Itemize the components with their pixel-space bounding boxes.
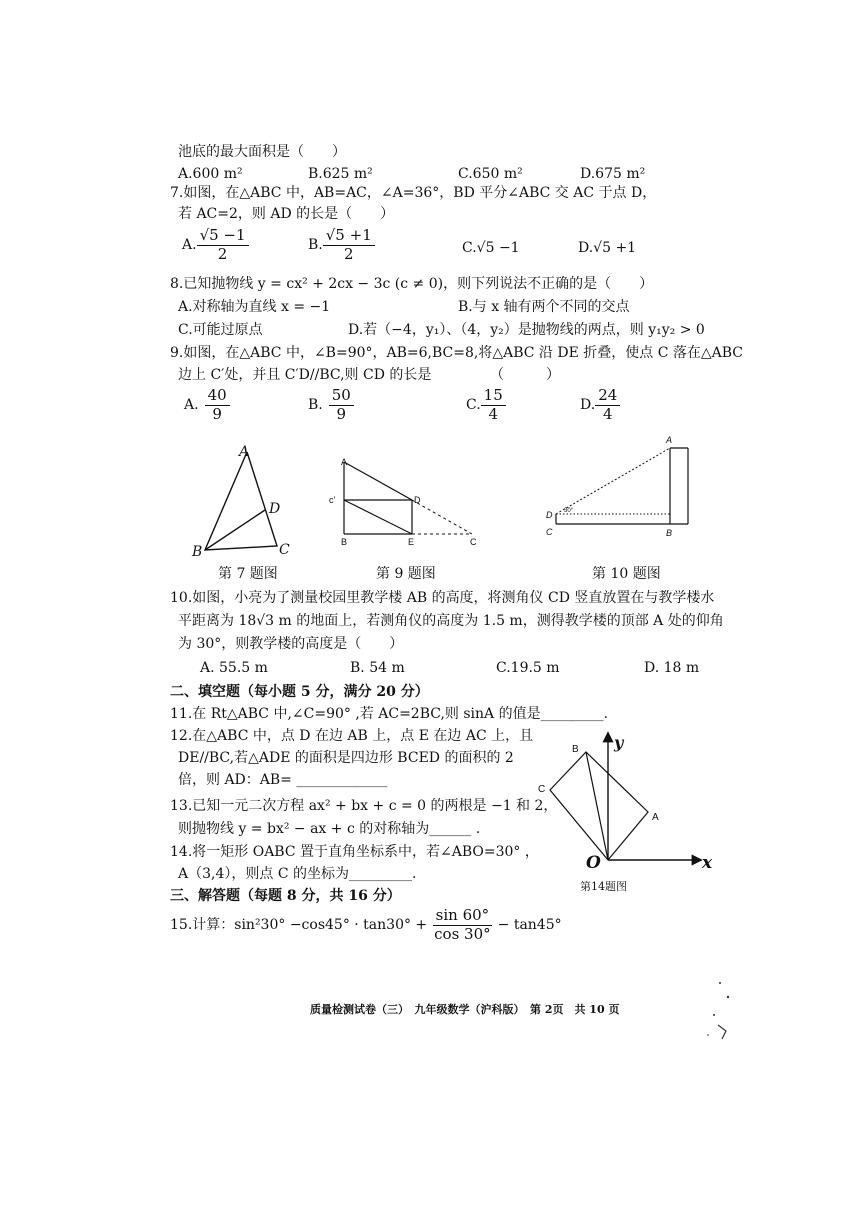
fig14-diagonal-ob bbox=[586, 752, 608, 860]
section-3-heading: 三、解答题（每题 8 分，共 16 分） bbox=[170, 888, 401, 904]
q15 bbox=[170, 908, 562, 943]
q9-option-b-numerator: 50 bbox=[329, 388, 354, 406]
q15-denominator: cos 30° bbox=[434, 924, 491, 943]
fig9-dashed-dc bbox=[412, 500, 472, 534]
q9-option-b-fraction bbox=[329, 388, 354, 423]
q9-option-c-numerator: 15 bbox=[481, 388, 506, 406]
q14-line2: A（3,4），则点 C 的坐标为_________. bbox=[178, 866, 417, 882]
fig9-label-e: E bbox=[408, 537, 415, 547]
fig14-label-a: A bbox=[652, 812, 659, 823]
q6-tail: 池底的最大面积是（ ） bbox=[178, 144, 346, 160]
q8-option-a: A.对称轴为直线 x = −1 bbox=[178, 299, 331, 315]
q9-option-d bbox=[580, 388, 620, 423]
fig9-label-a: A bbox=[341, 457, 348, 467]
figure-7 bbox=[185, 440, 305, 565]
q10-line3: 为 30°，则教学楼的高度是（ ） bbox=[178, 636, 404, 652]
q6-option-a: A.600 m² bbox=[178, 166, 243, 182]
q8-line1: 8.已知抛物线 y = cx² + 2cx − 3c (c ≠ 0)，则下列说法不正确的是（ ） bbox=[170, 276, 654, 292]
fig7-triangle bbox=[205, 452, 277, 550]
q7-line2: 若 AC=2，则 AD 的长是（ ） bbox=[178, 206, 395, 222]
fig14-rectangle-oabc bbox=[550, 752, 648, 860]
fig9-caption: 第 9 题图 bbox=[376, 566, 436, 582]
fig14-label-b: B bbox=[572, 744, 579, 755]
q15-fraction bbox=[431, 908, 493, 943]
fig9-label-d: D bbox=[414, 495, 421, 505]
q7-option-a bbox=[182, 228, 249, 263]
fig9-label-b: B bbox=[341, 537, 348, 547]
fig7-label-d: D bbox=[269, 501, 281, 517]
q8-option-d: D.若（−4，y₁）、（4，y₂）是抛物线的两点，则 y₁y₂ > 0 bbox=[348, 322, 705, 338]
fig9-label-c: C bbox=[470, 537, 477, 547]
fig10-label-c: C bbox=[546, 527, 553, 537]
q10-option-c: C.19.5 m bbox=[496, 660, 560, 676]
q11: 11.在 Rt△ABC 中,∠C=90° ,若 AC=2BC,则 sinA 的值是_________. bbox=[170, 706, 609, 722]
q6-option-d: D.675 m² bbox=[580, 166, 646, 182]
q9-option-c bbox=[466, 388, 506, 423]
q7-option-d: D.√5 +1 bbox=[578, 240, 637, 256]
fig10-caption: 第 10 题图 bbox=[592, 566, 661, 582]
q9-option-d-denominator: 4 bbox=[602, 404, 613, 423]
fig14-label-o: O bbox=[586, 853, 601, 873]
fig7-label-a: A bbox=[239, 444, 250, 460]
q15-numerator: sin 60° bbox=[433, 908, 493, 926]
figure-9 bbox=[328, 452, 488, 552]
fig7-caption: 第 7 题图 bbox=[218, 566, 278, 582]
fig9-label-c-prime: c' bbox=[329, 495, 336, 505]
q6-option-b: B.625 m² bbox=[308, 166, 373, 182]
fig10-angle-label: 30° bbox=[564, 508, 574, 514]
q10-option-b: B. 54 m bbox=[350, 660, 405, 676]
fig10-line-of-sight bbox=[556, 448, 670, 514]
q10-line2: 平距离为 18√3 m 的地面上，若测角仪的高度为 1.5 m，测得教学楼的顶部 A 处的仰角 bbox=[178, 613, 724, 629]
page-footer: 质量检测试卷（三） 九年级数学（沪科版） 第 2页 共 10 页 bbox=[310, 1003, 620, 1016]
q7-option-b-prefix: B. bbox=[308, 236, 323, 253]
q12-line1: 12.在△ABC 中，点 D 在边 AB 上，点 E 在边 AC 上，且 bbox=[170, 728, 534, 744]
q6-option-c: C.650 m² bbox=[458, 166, 523, 182]
q7-option-b-fraction bbox=[323, 228, 375, 263]
q9-option-a bbox=[184, 388, 230, 423]
fig7-label-b: B bbox=[192, 544, 203, 560]
fig14-label-y: y bbox=[614, 733, 624, 752]
q7-option-a-numerator: √5 −1 bbox=[197, 228, 249, 246]
fig14-label-c: C bbox=[538, 784, 546, 795]
q7-option-a-fraction bbox=[197, 228, 249, 263]
q10-option-d: D. 18 m bbox=[644, 660, 700, 676]
q9-option-a-prefix: A. bbox=[184, 396, 199, 413]
q14-line1: 14.将一矩形 OABC 置于直角坐标系中，若∠ABO=30° ， bbox=[170, 844, 539, 860]
q7-option-a-denominator: 2 bbox=[217, 244, 228, 263]
fig10-label-b: B bbox=[666, 528, 673, 538]
q10-line1: 10.如图，小亮为了测量校园里教学楼 AB 的高度，将测角仪 CD 竖直放置在与教学楼水 bbox=[170, 590, 715, 606]
q9-line2: 边上 C′处，并且 C′D//BC,则 CD 的长是 bbox=[178, 367, 432, 383]
fig7-label-c: C bbox=[279, 542, 290, 558]
q10-option-a: A. 55.5 m bbox=[200, 660, 268, 676]
q9-option-b bbox=[308, 388, 354, 423]
q9-answer-paren: （ ） bbox=[490, 367, 560, 383]
q15-prefix: 15.计算：sin²30° −cos45° · tan30° + bbox=[170, 916, 428, 933]
q9-option-b-prefix: B. bbox=[308, 396, 323, 413]
q7-option-b-numerator: √5 +1 bbox=[323, 228, 375, 246]
fig10-label-d: D bbox=[546, 510, 553, 520]
q7-option-a-prefix: A. bbox=[182, 236, 197, 253]
q12-line3: 倍，则 AD：AB= _____________ bbox=[178, 772, 388, 788]
q7-option-b bbox=[308, 228, 375, 263]
q9-option-a-fraction bbox=[205, 388, 230, 423]
fig9-line-ce bbox=[344, 500, 412, 534]
q7-option-b-denominator: 2 bbox=[343, 244, 354, 263]
q9-option-d-prefix: D. bbox=[580, 396, 596, 413]
q7-option-c: C.√5 −1 bbox=[462, 240, 520, 256]
section-2-heading: 二、填空题（每小题 5 分，满分 20 分） bbox=[170, 684, 429, 700]
q8-option-b: B.与 x 轴有两个不同的交点 bbox=[458, 299, 630, 315]
figure-14 bbox=[528, 728, 728, 874]
q9-option-d-fraction bbox=[595, 388, 620, 423]
q13-line1: 13.已知一元二次方程 ax² + bx + c = 0 的两根是 −1 和 2， bbox=[170, 798, 558, 814]
fig10-label-a: A bbox=[666, 435, 673, 445]
q9-option-c-prefix: C. bbox=[466, 396, 481, 413]
q13-line2: 则抛物线 y = bx² − ax + c 的对称轴为______ . bbox=[178, 821, 481, 837]
fig9-hypotenuse-ad bbox=[344, 462, 412, 500]
q9-line1: 9.如图，在△ABC 中，∠B=90°，AB=6,BC=8,将△ABC 沿 DE 折叠，使点 C 落在△ABC bbox=[170, 345, 744, 361]
q9-option-b-denominator: 9 bbox=[336, 404, 347, 423]
q9-option-d-numerator: 24 bbox=[595, 388, 620, 406]
q8-option-c: C.可能过原点 bbox=[178, 322, 263, 338]
q9-option-c-fraction bbox=[481, 388, 506, 423]
q9-option-c-denominator: 4 bbox=[488, 404, 498, 423]
q15-suffix: − tan45° bbox=[497, 916, 562, 933]
fig14-caption: 第14题图 bbox=[580, 880, 627, 893]
figure-10 bbox=[540, 432, 700, 544]
scan-speckle bbox=[700, 975, 740, 1045]
fig14-label-x: x bbox=[702, 853, 713, 873]
q7-line1: 7.如图，在△ABC 中，AB=AC，∠A=36°，BD 平分∠ABC 交 AC 于点 D， bbox=[170, 185, 657, 201]
q9-option-a-denominator: 9 bbox=[212, 404, 222, 423]
q9-option-a-numerator: 40 bbox=[205, 388, 230, 406]
q12-line2: DE//BC,若△ADE 的面积是四边形 BCED 的面积的 2 bbox=[178, 750, 514, 766]
